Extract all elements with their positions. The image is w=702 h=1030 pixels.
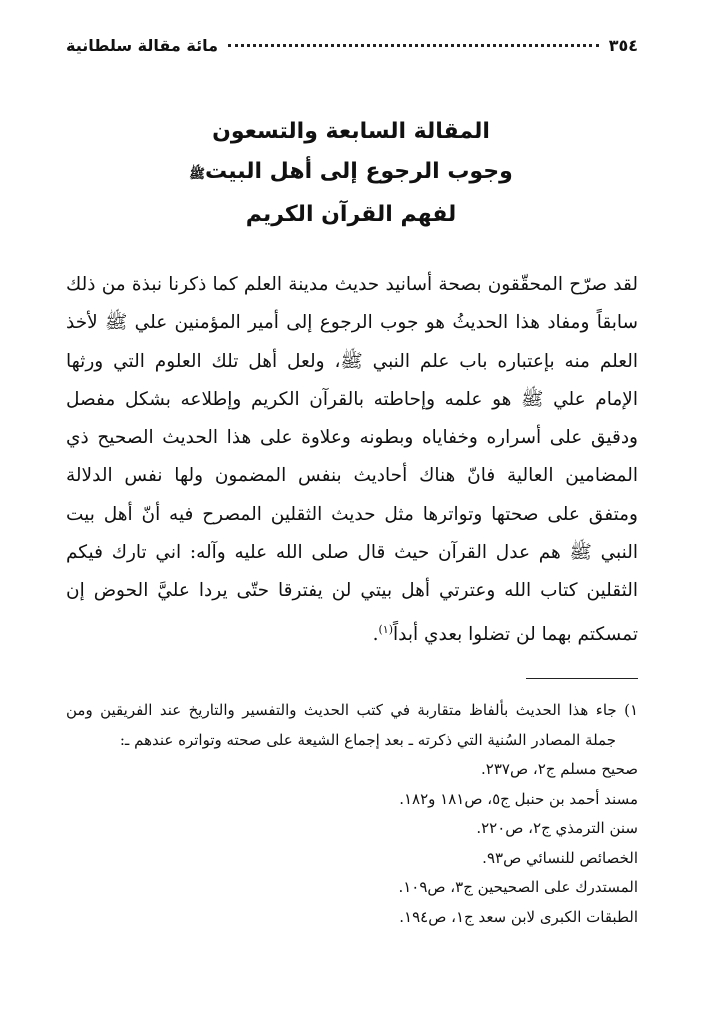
body-paragraph: لقد صرّح المحقّقون بصحة أسانيد حديث مدينة العلم كما ذكرنا نبذة من ذلك سابقاً ومفاد هذا الحديثُ هو جوب الرجوع إلى أمير المؤمنين علي ﷺ لأخذ العلم منه بإعتباره باب علم النبي ﷺ، ولعل أهل تلك العلوم التي ورثها الإمام علي ﷺ هو علمه وإحاطته بالقرآن الكريم وإطلاعه بشكل مفصل ودقيق على أسراره وخفاياه وبطونه وعلاوة على هذا الحديث الصحيح ذي المضامين العالية فانّ هناك أحاديث بنفس المضمون ولها نفس الدلالة ومتفق على صحتها وتواترها مثل حديث الثقلين المصرح فيه أنّ أهل بيت النبي ﷺ هم عدل القرآن حيث قال صلى الله عليه وآله: اني تارك فيكم الثقلين كتاب الله وعترتي أهل بيتي لن يفترقا حتّى يردا عليَّ الحوض إن تمسكتم بهما لن تضلوا بعدي أبداً$^{(١)}$.	[66, 274, 638, 645]
subtitle-text: وجوب الرجوع إلى أهل البيت	[204, 159, 513, 184]
honorific-symbol: ﷺ	[189, 167, 205, 182]
footnote-source: صحيح مسلم ج٢، ص٢٣٧.	[481, 760, 638, 778]
page-number: ٣٥٤	[608, 35, 638, 55]
footnotes	[66, 696, 638, 932]
footnote-source: المستدرك على الصحيحين ج٣، ص١٠٩.	[398, 878, 638, 896]
footnote-source: مسند أحمد بن حنبل ج٥، ص١٨١ و١٨٢.	[399, 789, 638, 808]
paragraph-text: لقد صرّح المحقّقون بصحة أسانيد حديث مدينة العلم كما ذكرنا نبذة من ذلك سابقاً ومفاد هذا الحديثُ هو جوب الرجوع إلى أمير المؤمنين علي ﷺ لأخذ العلم منه بإعتباره باب علم النبي ﷺ، ولعل أهل تلك العلوم التي ورثها الإمام علي ﷺ هو علمه وإحاطته بالقرآن الكريم وإطلاعه بشكل مفصل ودقيق على أسراره وخفاياه وبطونه وعلاوة على هذا الحديث الصحيح ذي المضامين العالية فانّ هناك أحاديث بنفس المضمون ولها نفس الدلالة ومتفق على صحتها وتواترها مثل حديث الثقلين المصرح فيه أنّ أهل بيت النبي ﷺ هم عدل القرآن حيث قال صلى الله عليه وآله: اني تارك فيكم الثقلين كتاب الله وعترتي أهل بيتي لن يفترقا حتّى يردا عليَّ الحوض إن تمسكتم بهما لن تضلوا بعدي أبداً	[66, 274, 638, 645]
body-text	[66, 266, 638, 654]
footnote-intro-continued: جملة المصادر السُنية التي ذكرته ـ بعد إجماع الشيعة على صحته وتواتره عندهم ـ:	[119, 730, 616, 749]
footnote-source: الطبقات الكبرى لابن سعد ج١، ص١٩٤.	[399, 907, 638, 926]
footnote-source: سنن الترمذي ج٢، ص٢٢٠.	[476, 819, 638, 837]
book-title: مائة مقالة سلطانية	[66, 35, 219, 55]
footnote-reference: (١)	[378, 622, 393, 636]
footnote-separator	[526, 678, 638, 679]
footnote-source: الخصائص للنسائي ص٩٣.	[482, 848, 638, 867]
article-subtitle-line2: لفهم القرآن الكريم	[245, 202, 457, 227]
running-header	[66, 30, 638, 60]
article-subtitle-line1	[0, 152, 702, 195]
article-title-block	[0, 112, 702, 235]
footnote-intro: ١) جاء هذا الحديث بألفاظ متقاربة في كتب الحديث والتفسير والتاريخ عند الفريقين ومن	[66, 701, 638, 719]
header-dot-leader	[228, 43, 599, 47]
article-title: المقالة السابعة والتسعون	[212, 119, 490, 144]
